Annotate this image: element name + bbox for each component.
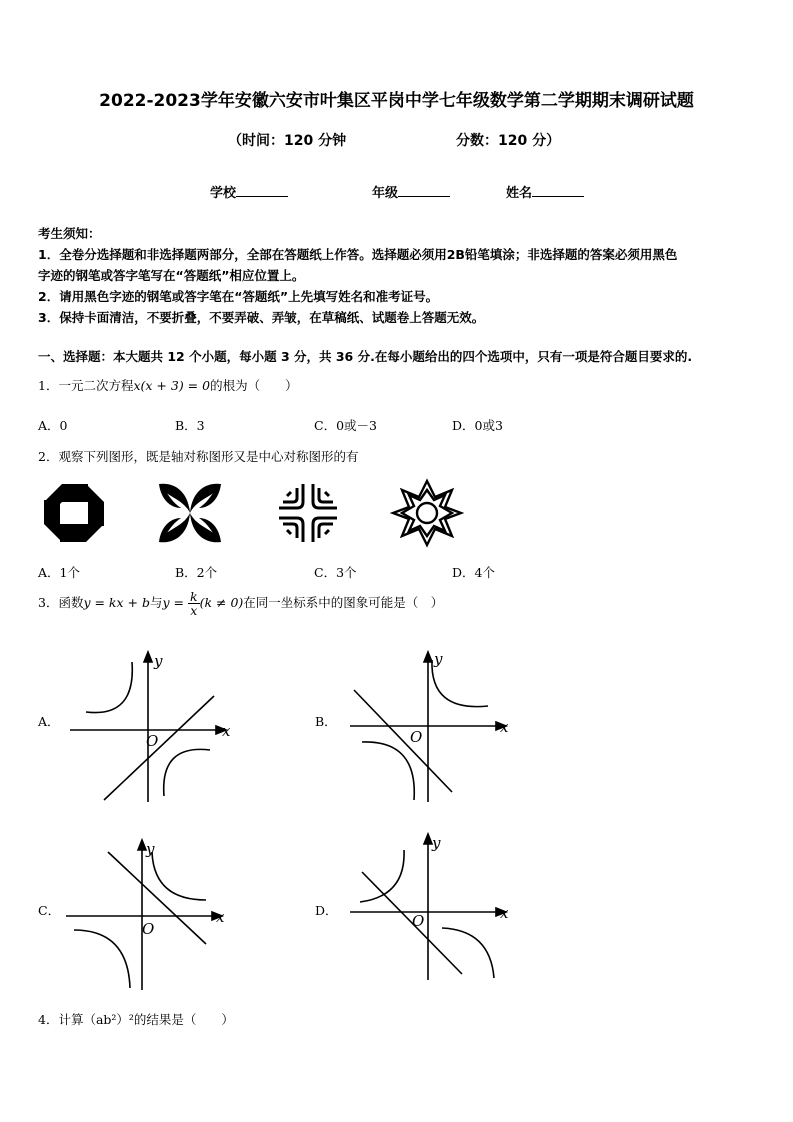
- origin-label: O: [412, 912, 425, 930]
- grade-label: 年级: [372, 186, 399, 201]
- question-4: 4．计算（ab²）²的结果是（ ）: [38, 1012, 234, 1027]
- origin-label: O: [142, 920, 155, 938]
- q3-option-a[interactable]: A．: [38, 714, 60, 729]
- q1-option-b[interactable]: B．3: [175, 418, 205, 433]
- q1-option-a[interactable]: A．0: [38, 418, 68, 433]
- q2-figure-square-logo: [40, 480, 108, 546]
- grade-blank: [398, 184, 450, 197]
- q1-equation: x(x + 3) = 0: [133, 378, 211, 393]
- q1-option-c[interactable]: C．0或－3: [314, 418, 377, 433]
- notice-line: 3．保持卡面清洁，不要折叠，不要弄破、弄皱，在草稿纸、试题卷上答题无效。: [38, 310, 485, 325]
- axis-x-label: x: [222, 722, 231, 740]
- origin-label: O: [410, 728, 423, 746]
- q3-fraction-num: k: [190, 589, 198, 604]
- exam-score: 分数：120 分）: [456, 133, 561, 149]
- q3-option-b[interactable]: B．: [315, 714, 337, 729]
- axis-x-label: x: [216, 908, 225, 926]
- notice-line: 字迹的钢笔或答字笔写在“答题纸”相应位置上。: [38, 268, 305, 283]
- q2-option-b[interactable]: B．2个: [175, 565, 218, 580]
- name-field: [506, 182, 584, 201]
- notice-line: 2．请用黑色字迹的钢笔或答字笔在“答题纸”上先填写姓名和准考证号。: [38, 289, 439, 304]
- school-field: [210, 182, 288, 201]
- q2-option-c[interactable]: C．3个: [314, 565, 357, 580]
- q3-condition: (k ≠ 0): [199, 595, 244, 610]
- q3-option-c[interactable]: C．: [38, 903, 61, 918]
- q3-mid: 与: [149, 595, 163, 610]
- question-3: [38, 590, 443, 617]
- axis-y-label: y: [432, 834, 441, 852]
- axis-y-label: y: [154, 652, 163, 670]
- q3-option-d[interactable]: D．: [315, 903, 338, 918]
- q3-fraction: [188, 590, 200, 617]
- exam-title: 2022-2023学年安徽六安市叶集区平岗中学七年级数学第二学期期末调研试题: [99, 91, 694, 111]
- question-2: 2．观察下列图形，既是轴对称图形又是中心对称图形的有: [38, 449, 359, 464]
- q1-option-d[interactable]: D．0或3: [452, 418, 503, 433]
- q3-prefix: 3．函数: [38, 595, 84, 610]
- q1-suffix: 的根为（ ）: [210, 378, 298, 393]
- q2-option-a[interactable]: A．1个: [38, 565, 80, 580]
- axis-y-label: y: [434, 650, 443, 668]
- exam-time: （时间：120 分钟: [228, 133, 347, 149]
- axis-y-label: y: [146, 840, 155, 858]
- q2-figure-octagram: [390, 478, 464, 548]
- q3-linear: y = kx + b: [83, 595, 150, 610]
- section-heading: 一、选择题：本大题共 12 个小题，每小题 3 分，共 36 分.在每小题给出的四个选项中，只有一项是符合题目要求的.: [38, 349, 693, 364]
- q3-graph-d: [346, 830, 516, 985]
- notice-line: 1．全卷分选择题和非选择题两部分，全部在答题纸上作答。选择题必须用2B铅笔填涂；非选择题的答案必须用黑色: [38, 247, 678, 262]
- q3-graph-a: [68, 650, 238, 805]
- school-label: 学校: [210, 186, 237, 201]
- q2-figure-four-petal: [153, 478, 227, 548]
- origin-label: O: [146, 732, 159, 750]
- q3-graph-b: [348, 650, 518, 805]
- q3-suffix: 在同一坐标系中的图象可能是（ ）: [243, 595, 444, 610]
- q3-inverse-lhs: y =: [162, 595, 185, 610]
- axis-x-label: x: [500, 718, 509, 736]
- school-blank: [236, 184, 288, 197]
- notice-heading: 考生须知：: [38, 226, 101, 241]
- name-label: 姓名: [506, 186, 533, 201]
- question-1: [38, 376, 298, 394]
- q2-option-d[interactable]: D．4个: [452, 565, 495, 580]
- axis-x-label: x: [500, 904, 509, 922]
- grade-field: [372, 182, 450, 201]
- q1-prefix: 1．一元二次方程: [38, 378, 134, 393]
- q3-graph-c: [64, 838, 234, 993]
- q3-fraction-den: x: [190, 603, 198, 618]
- q2-figure-cross-lines: [275, 480, 341, 546]
- name-blank: [532, 184, 584, 197]
